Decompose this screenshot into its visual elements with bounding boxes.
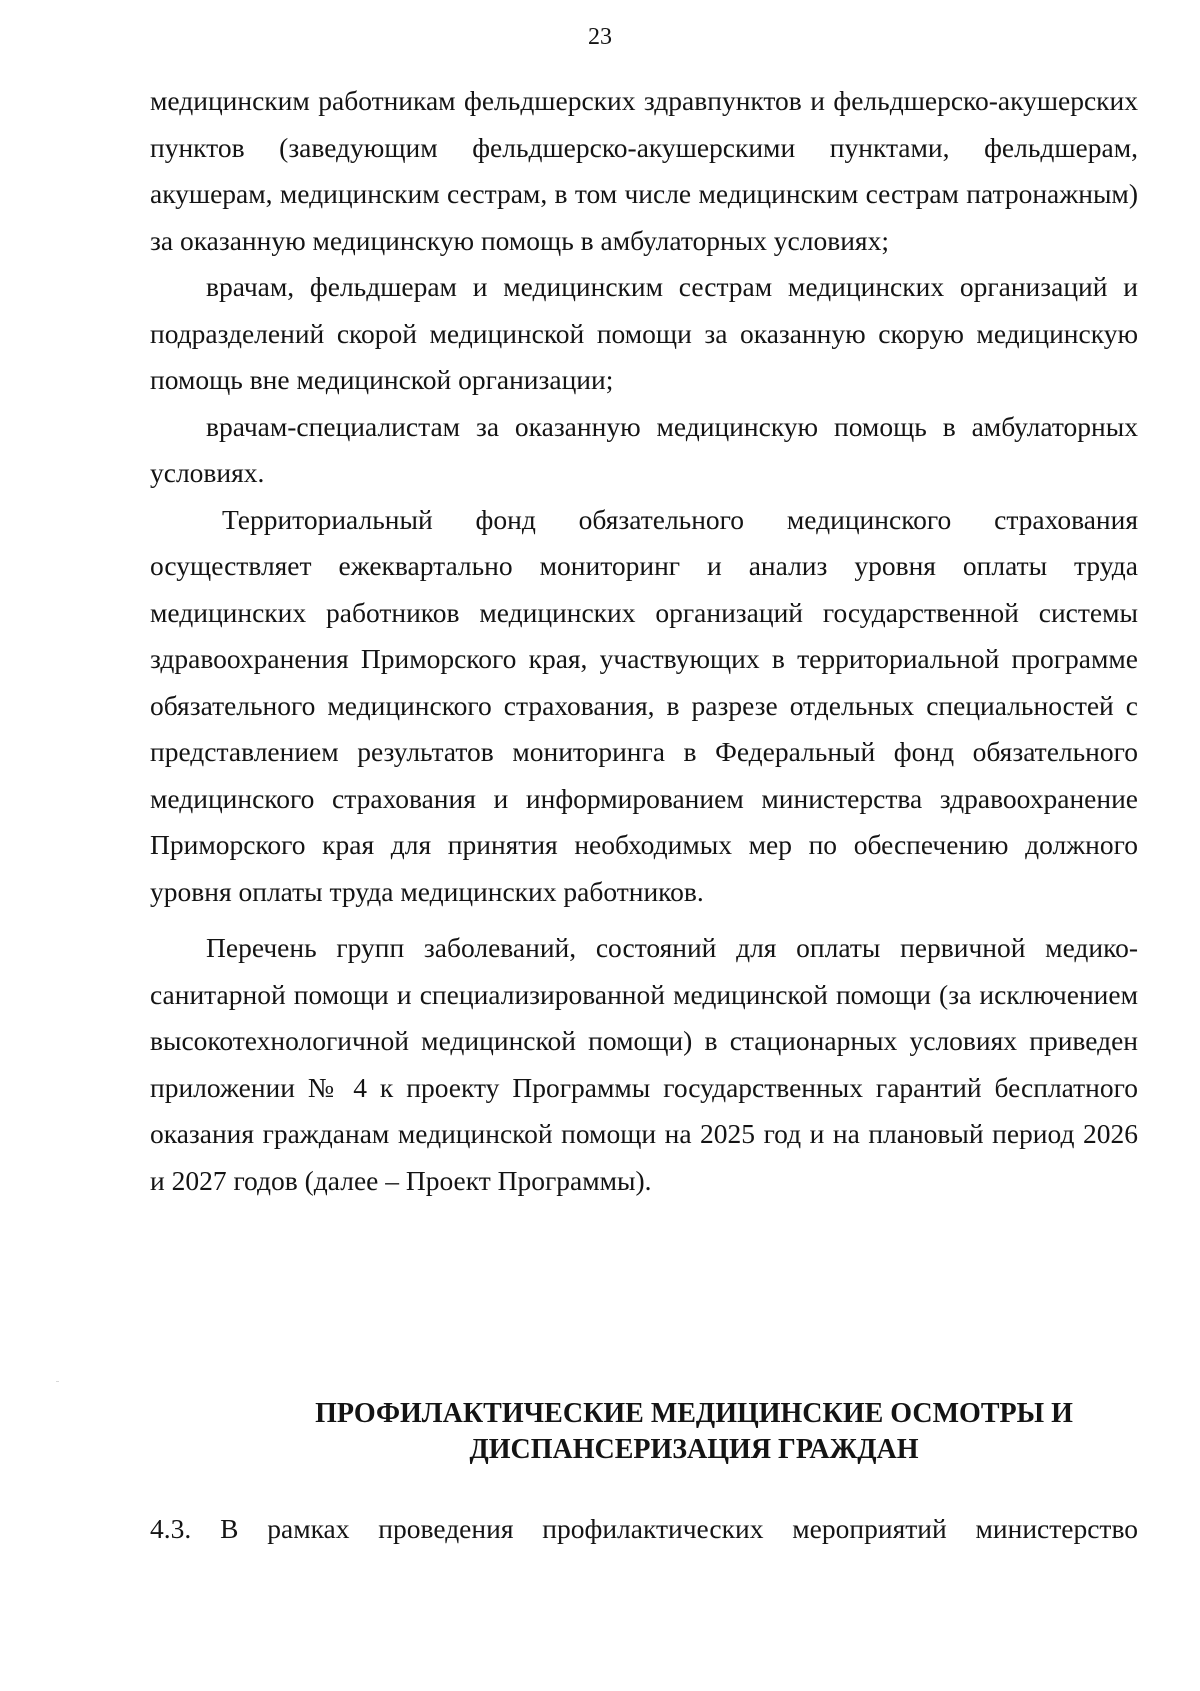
scan-margin-mark: [56, 1381, 59, 1382]
document-body: [150, 78, 1138, 1204]
paragraph-feldsher-staff: медицинским работникам фельдшерских здравпунктов и фельдшерско-акушерских пунктов (заведующим фельдшерско-акушерскими пунктами, фельдшерам, акушерам, медицинским сестрам, в том числе медицинским сестрам патронажным) за оказанную медицинскую помощь в амбулаторных условиях;: [150, 85, 1138, 256]
section-heading-line2: ДИСПАНСЕРИЗАЦИЯ ГРАЖДАН: [469, 1434, 919, 1465]
clause-4-3: 4.3. В рамках проведения профилактических мероприятий министерство: [150, 1513, 1138, 1544]
page-number: 23: [588, 24, 612, 50]
section-heading: [150, 1396, 1138, 1468]
paragraph-disease-groups: Перечень групп заболеваний, состояний для оплаты первичной медико-санитарной помощи и специализированной медицинской помощи (за исключением высокотехнологичной медицинской помощи) в стационарных условиях приведен приложении № 4 к проекту Программы государственных гарантий бесплатного оказания гражданам медицинской помощи на 2025 год и на плановый период 2026 и 2027 годов (далее – Проект Программы).: [150, 932, 1138, 1196]
paragraph-emergency-staff: врачам, фельдшерам и медицинским сестрам медицинских организаций и подразделений скорой медицинской помощи за оказанную скорую медицинскую помощь вне медицинской организации;: [150, 271, 1138, 395]
paragraph-specialists: врачам-специалистам за оказанную медицинскую помощь в амбулаторных условиях.: [150, 410, 1138, 488]
section-heading-line1: ПРОФИЛАКТИЧЕСКИЕ МЕДИЦИНСКИЕ ОСМОТРЫ И: [315, 1398, 1073, 1429]
paragraph-territorial-fund: Территориальный фонд обязательного медицинского страхования осуществляет ежеквартально мониторинг и анализ уровня оплаты труда медицинских работников медицинских организаций государственной системы здравоохранения Приморского края, участвующих в территориальной программе обязательного медицинского страхования, в разрезе отдельных специальностей с представлением результатов мониторинга в Федеральный фонд обязательного медицинского страхования и информированием министерства здравоохранение Приморского края для принятия необходимых мер по обеспечению должного уровня оплаты труда медицинских работников.: [150, 503, 1138, 907]
